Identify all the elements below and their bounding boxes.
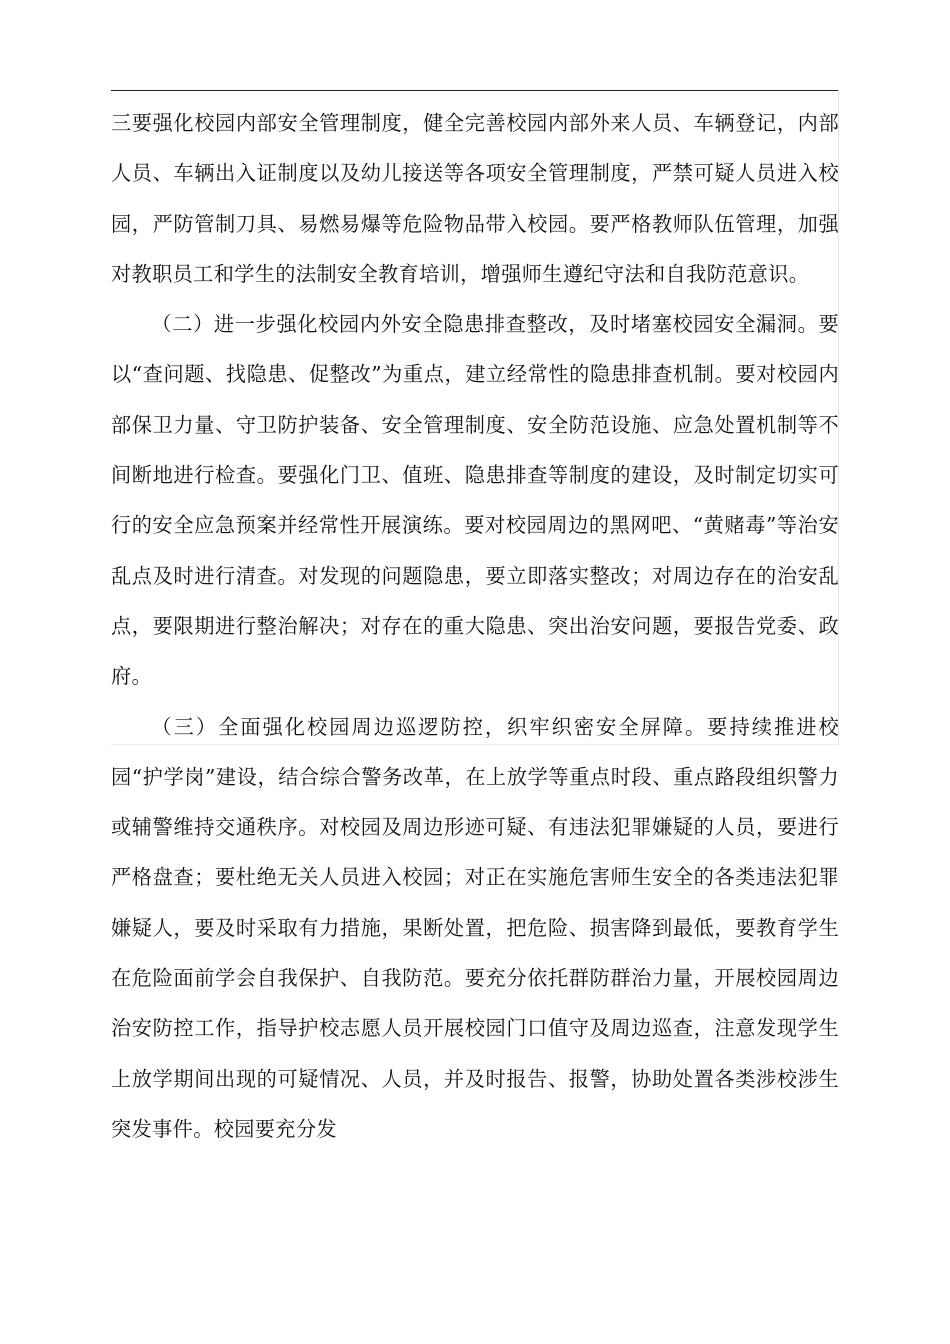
header-rule xyxy=(111,90,839,91)
paragraph-section-2: （二）进一步强化校园内外安全隐患排查整改，及时堵塞校园安全漏洞。要以“查问题、找隐患、促整改”为重点，建立经常性的隐患排查机制。要对校园内部保卫力量、守卫防护装备、安全管理制度、安全防范设施、应急处置机制等不间断地进行检查。要强化门卫、值班、隐患排查等制度的建设，及时制定切实可行的安全应急预案并经常性开展演练。要对校园周边的黑网吧、“黄赌毒”等治安乱点及时进行清查。对发现的问题隐患，要立即落实整改；对周边存在的治安乱点，要限期进行整治解决；对存在的重大隐患、突出治安问题，要报告党委、政府。 xyxy=(111,312,839,689)
paragraph-section-3: （三）全面强化校园周边巡逻防控，织牢织密安全屏障。要持续推进校园“护学岗”建设，结合综合警务改革，在上放学等重点时段、重点路段组织警力或辅警维持交通秩序。对校园及周边形迹可疑、有违法犯罪嫌疑的人员，要进行严格盘查；要杜绝无关人员进入校园；对正在实施危害师生安全的各类违法犯罪嫌疑人，要及时采取有力措施，果断处置，把危险、损害降到最低，要教育学生在危险面前学会自我保护、自我防范。要充分依托群防群治力量，开展校园周边治安防控工作，指导护校志愿人员开展校园门口值守及周边巡查，注意发现学生上放学期间出现的可疑情况、人员，并及时报告、报警，协助处置各类涉校涉生突发事件。校园要充分发 xyxy=(111,714,839,1141)
paragraph-continuation: 三要强化校园内部安全管理制度，健全完善校园内部外来人员、车辆登记，内部人员、车辆出入证制度以及幼儿接送等各项安全管理制度，严禁可疑人员进入校园，严防管制刀具、易燃易爆等危险物品带入校园。要严格教师队伍管理，加强对教职员工和学生的法制安全教育培训，增强师生遵纪守法和自我防范意识。 xyxy=(111,111,839,286)
document-page xyxy=(111,98,839,1154)
